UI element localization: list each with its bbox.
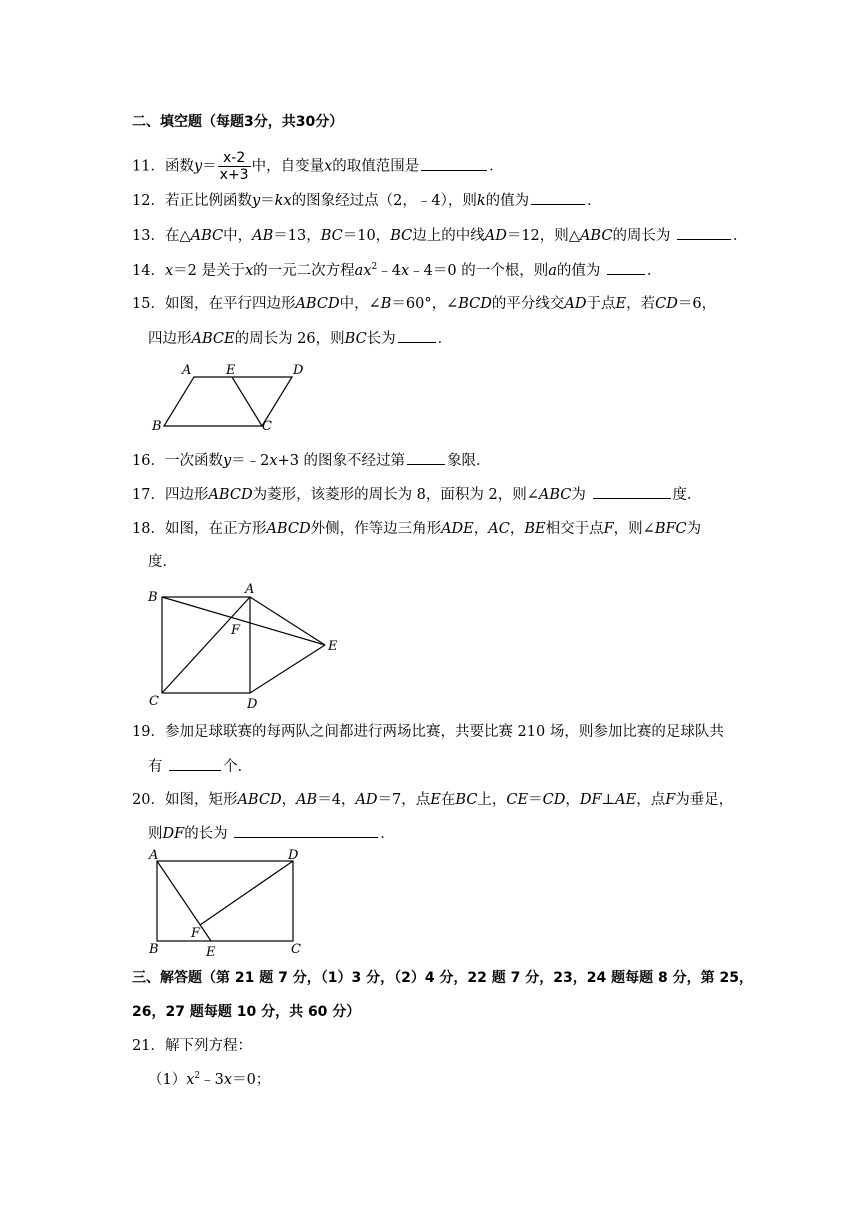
- label-c: C: [262, 419, 272, 434]
- question-12: 12．若正比例函数y＝kx的图象经过点（2，﹣4），则k的值为 ．: [132, 190, 602, 211]
- answer-blank: [677, 225, 731, 240]
- label-f: F: [231, 623, 241, 638]
- fraction: $\frac{x-2}{x+3}$: [219, 150, 249, 183]
- answer-blank: [169, 756, 221, 771]
- label-e: E: [206, 945, 216, 960]
- answer-blank: [407, 450, 445, 465]
- question-18: 18．如图，在正方形ABCD外侧，作等边三角形ADE，AC，BE相交于点F，则∠BFC为: [132, 521, 702, 537]
- label-e: E: [328, 639, 338, 654]
- answer-blank: [593, 484, 671, 499]
- question-15: 15．如图，在平行四边形ABCD中，∠B＝60°，∠BCD的平分线交AD于点E，若CD＝6，: [132, 296, 717, 312]
- answer-blank: [421, 156, 487, 171]
- label-e: E: [226, 363, 236, 378]
- answer-blank: [398, 328, 436, 343]
- parallelogram-abcd: [164, 377, 292, 426]
- question-17: 17．四边形ABCD为菱形，该菱形的周长为 8，面积为 2，则∠ABC为 度．: [132, 484, 702, 505]
- label-d: D: [288, 848, 299, 863]
- label-b: B: [152, 419, 162, 434]
- label-a: A: [182, 363, 192, 378]
- label-a: A: [149, 848, 159, 863]
- question-11: 11．函数y＝ $\frac{x-2}{x+3}$ 中，自变量x的取值范围是 ．: [132, 150, 504, 183]
- figure-rectangle: [145, 847, 315, 959]
- label-b: B: [148, 590, 158, 605]
- label-c: C: [291, 942, 301, 957]
- label-d: D: [293, 363, 304, 378]
- question-13: 13．在△ABC中，AB＝13，BC＝10，BC边上的中线AD＝12，则△ABC的周长为 ．: [132, 225, 748, 246]
- question-21-part-1: $(1)x^2﹣3x=0$；: [148, 1071, 271, 1088]
- answer-blank: [234, 823, 378, 838]
- question-20-line-2: 则DF的长为 ．: [148, 823, 395, 844]
- segment-ce: [232, 377, 262, 426]
- question-15-line-2: 四边形ABCE的周长为 26，则BC长为 ．: [148, 328, 452, 349]
- label-b: B: [149, 942, 159, 957]
- question-16: 16．一次函数y＝﹣2x+3 的图象不经过第 象限．: [132, 450, 491, 471]
- segment-ae: [157, 861, 211, 941]
- question-19: 19．参加足球联赛的每两队之间都进行两场比赛，共要比赛 210 场，则参加比赛的足球队共: [132, 724, 724, 740]
- label-d: D: [247, 697, 258, 712]
- question-19-line-2: 有 个．: [148, 756, 252, 777]
- answer-blank: [531, 190, 585, 205]
- label-c: C: [149, 694, 159, 709]
- segment-df: [200, 861, 293, 925]
- label-a: A: [245, 582, 255, 597]
- question-21: 21．解下列方程：: [132, 1038, 252, 1054]
- question-18-line-2: 度．: [148, 554, 177, 570]
- section-3-heading-line-2: 26，27 题每题 10 分，共 60 分）: [132, 1004, 361, 1020]
- figure-parallelogram: [150, 360, 320, 436]
- segment-de: [250, 645, 325, 693]
- segment-ac: [162, 597, 250, 693]
- rectangle-abcd: [157, 861, 293, 941]
- answer-blank: [607, 260, 645, 275]
- question-20: 20．如图，矩形ABCD，AB＝4，AD＝7，点E在BC上，CE＝CD，DF⊥AE，点F为垂足，: [132, 792, 734, 808]
- section-3-heading: 三、解答题（第 21 题 7 分，（1）3 分，（2）4 分，22 题 7 分，23，24 题每题 8 分，第 25，: [132, 970, 753, 986]
- segment-ae: [250, 597, 325, 645]
- section-2-heading: 二、填空题（每题3分，共30分）: [132, 114, 344, 130]
- label-f: F: [191, 926, 201, 941]
- question-14: 14．x＝2 是关于x的一元二次方程$ax^2﹣4x﹣4=0$ 的一个根，则a的值为 ．: [132, 262, 662, 279]
- figure-square-triangle: [145, 584, 350, 714]
